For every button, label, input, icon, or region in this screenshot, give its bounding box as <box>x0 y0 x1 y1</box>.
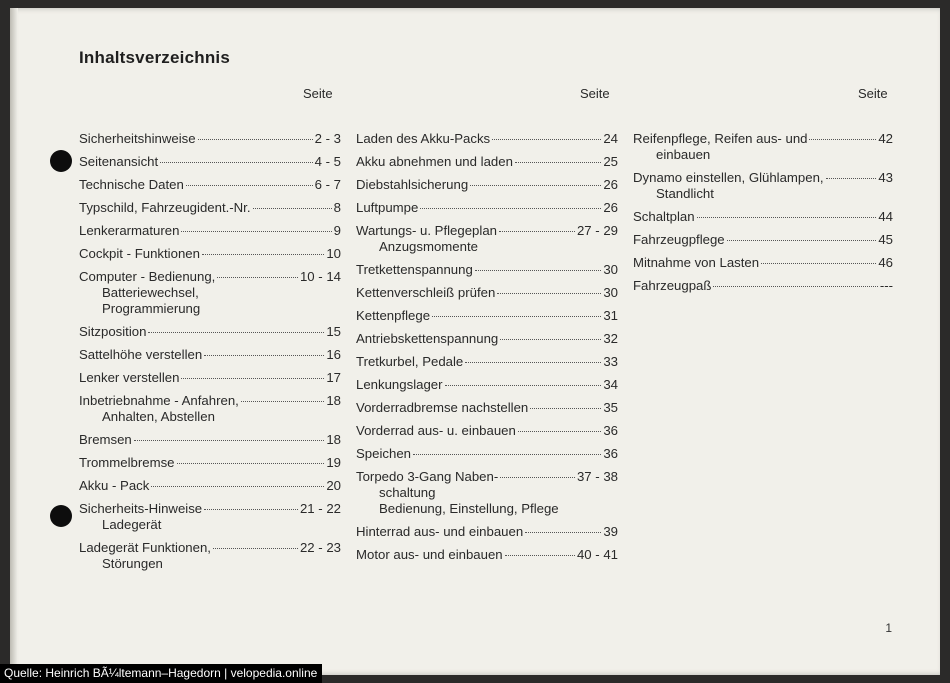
toc-entry <box>79 431 341 448</box>
toc-entry-page: 44 <box>878 209 893 224</box>
toc-entry-title: Typschild, Fahrzeugident.-Nr. <box>79 200 251 215</box>
toc-entry-line <box>79 153 341 170</box>
toc-entry-title: Tretkurbel, Pedale <box>356 354 464 369</box>
toc-entry <box>356 523 618 540</box>
toc-entry-line <box>633 130 893 147</box>
toc-entry-subline: Störungen <box>102 556 163 571</box>
toc-entry-subline: Programmierung <box>102 301 201 316</box>
toc-entry-title: Inbetriebnahme - Anfahren, <box>79 393 239 408</box>
toc-entry <box>79 454 341 471</box>
toc-entry-page: 27 - 29 <box>576 223 618 238</box>
toc-entry-title: Fahrzeugpflege <box>633 232 725 247</box>
toc-entry-line <box>79 346 341 363</box>
dot-leader <box>492 139 601 140</box>
dot-leader <box>202 254 324 255</box>
toc-entry-page: 35 <box>603 400 618 415</box>
toc-entry <box>79 500 341 533</box>
page-spine <box>10 8 18 675</box>
toc-entry-page: 33 <box>603 354 618 369</box>
toc-entry-line <box>79 323 341 340</box>
toc-entry-page: 36 <box>603 423 618 438</box>
toc-entry <box>633 208 893 225</box>
toc-entry-page: 2 - 3 <box>314 131 341 146</box>
toc-entry <box>79 199 341 216</box>
toc-entry-page: 6 - 7 <box>314 177 341 192</box>
dot-leader <box>213 548 298 549</box>
dot-leader <box>151 486 324 487</box>
dot-leader <box>470 185 601 186</box>
toc-entry <box>79 539 341 572</box>
dot-leader <box>186 185 313 186</box>
dot-leader <box>181 378 324 379</box>
toc-entry-title: Sitzposition <box>79 324 147 339</box>
toc-entry-title: Sicherheitshinweise <box>79 131 196 146</box>
toc-entry-line <box>79 431 341 448</box>
toc-entry-title: Sicherheits-Hinweise <box>79 501 203 516</box>
toc-entry <box>356 153 618 170</box>
toc-entry-title: Seitenansicht <box>79 154 159 169</box>
toc-entry <box>356 468 618 517</box>
toc-entry-page: 30 <box>603 262 618 277</box>
toc-entry-page: 30 <box>603 285 618 300</box>
toc-entry-title: Motor aus- und einbauen <box>356 547 503 562</box>
toc-entry <box>79 392 341 425</box>
toc-entry-line <box>79 500 341 517</box>
toc-entry-page: 42 <box>878 131 893 146</box>
seite-label-col2: Seite <box>580 86 610 101</box>
dot-leader <box>413 454 601 455</box>
toc-entry-page: 39 <box>603 524 618 539</box>
dot-leader <box>518 431 602 432</box>
toc-entry-page: 45 <box>878 232 893 247</box>
toc-entry-title: Hinterrad aus- und einbauen <box>356 524 524 539</box>
seite-label-col3: Seite <box>858 86 888 101</box>
toc-entry-page: 36 <box>603 446 618 461</box>
toc-entry-page: 31 <box>603 308 618 323</box>
toc-entry <box>356 399 618 416</box>
toc-entry <box>356 222 618 255</box>
toc-entry-line <box>356 468 618 485</box>
toc-entry-line <box>356 153 618 170</box>
dot-leader <box>217 277 298 278</box>
toc-entry-title: Speichen <box>356 446 411 461</box>
toc-entry <box>79 245 341 262</box>
toc-entry-line <box>356 330 618 347</box>
toc-entry <box>79 222 341 239</box>
toc-entry-line <box>356 422 618 439</box>
toc-entry-line <box>633 169 893 186</box>
toc-entry-title: Vorderrad aus- u. einbauen <box>356 423 516 438</box>
toc-entry-line <box>356 353 618 370</box>
toc-entry-page: 8 <box>333 200 341 215</box>
dot-leader <box>525 532 601 533</box>
dot-leader <box>499 231 575 232</box>
toc-entry-title: Vorderradbremse nachstellen <box>356 400 529 415</box>
toc-entry-page: 18 <box>326 393 341 408</box>
toc-entry-subline: Ladegerät <box>102 517 162 532</box>
dot-leader <box>505 555 575 556</box>
toc-entry <box>633 277 893 294</box>
toc-entry-title: Torpedo 3-Gang Naben- <box>356 469 499 484</box>
dot-leader <box>204 509 298 510</box>
toc-entry-line <box>356 445 618 462</box>
dot-leader <box>530 408 601 409</box>
toc-entry <box>356 130 618 147</box>
toc-entry-title: Sattelhöhe verstellen <box>79 347 203 362</box>
toc-entry-subline: einbauen <box>656 147 711 162</box>
toc-entry <box>356 546 618 563</box>
page-number: 1 <box>885 621 892 635</box>
toc-entry <box>79 323 341 340</box>
toc-entry-page: 18 <box>326 432 341 447</box>
toc-entry-page: 37 - 38 <box>576 469 618 484</box>
toc-entry-line <box>356 176 618 193</box>
toc-entry-title: Wartungs- u. Pflegeplan <box>356 223 497 238</box>
dot-leader <box>198 139 313 140</box>
toc-entry-line <box>79 130 341 147</box>
toc-entry-line <box>633 208 893 225</box>
toc-entry-page: 26 <box>603 200 618 215</box>
toc-entry <box>633 169 893 202</box>
toc-entry <box>356 176 618 193</box>
toc-entry <box>356 445 618 462</box>
dot-leader <box>697 217 877 218</box>
toc-entry-page: 19 <box>326 455 341 470</box>
dot-leader <box>500 477 575 478</box>
toc-entry <box>356 307 618 324</box>
toc-entry <box>356 199 618 216</box>
toc-entry-line <box>356 130 618 147</box>
toc-entry-title: Cockpit - Funktionen <box>79 246 200 261</box>
binder-hole-mark-top <box>50 150 72 172</box>
toc-entry <box>79 130 341 147</box>
toc-entry-subline: schaltung <box>379 485 436 500</box>
toc-entry-page: 40 - 41 <box>576 547 618 562</box>
toc-entry <box>633 231 893 248</box>
toc-entry-page: 9 <box>333 223 341 238</box>
toc-entry-page: 20 <box>326 478 341 493</box>
toc-entry-line <box>356 284 618 301</box>
toc-entry-page: 17 <box>326 370 341 385</box>
toc-entry-line <box>356 307 618 324</box>
toc-entry-line <box>79 477 341 494</box>
toc-entry-page: 16 <box>326 347 341 362</box>
toc-entry <box>356 376 618 393</box>
toc-entry-line <box>356 399 618 416</box>
toc-entry-title: Tretkettenspannung <box>356 262 473 277</box>
toc-entry-line <box>356 261 618 278</box>
dot-leader <box>160 162 312 163</box>
seite-label-col1: Seite <box>303 86 333 101</box>
dot-leader <box>515 162 601 163</box>
dot-leader <box>465 362 601 363</box>
toc-entry-page: 43 <box>878 170 893 185</box>
toc-entry-subline: Standlicht <box>656 186 714 201</box>
toc-entry-page: --- <box>879 278 893 293</box>
toc-entry-title: Bremsen <box>79 432 132 447</box>
toc-entry-title: Lenker verstellen <box>79 370 180 385</box>
toc-entry-page: 4 - 5 <box>314 154 341 169</box>
toc-entry <box>356 261 618 278</box>
toc-entry-line <box>79 176 341 193</box>
toc-entry <box>633 254 893 271</box>
dot-leader <box>148 332 324 333</box>
toc-entry-line <box>79 369 341 386</box>
toc-entry-line <box>79 454 341 471</box>
toc-entry-page: 26 <box>603 177 618 192</box>
dot-leader <box>134 440 325 441</box>
toc-entry-page: 10 <box>326 246 341 261</box>
toc-entry-title: Dynamo einstellen, Glühlampen, <box>633 170 824 185</box>
toc-entry <box>79 268 341 317</box>
toc-entry <box>79 346 341 363</box>
toc-entry-line <box>356 222 618 239</box>
toc-entry-line <box>356 376 618 393</box>
dot-leader <box>432 316 601 317</box>
dot-leader <box>475 270 602 271</box>
dot-leader <box>241 401 325 402</box>
dot-leader <box>204 355 324 356</box>
toc-entry-subline: Anhalten, Abstellen <box>102 409 215 424</box>
toc-entry <box>356 330 618 347</box>
dot-leader <box>826 178 877 179</box>
dot-leader <box>497 293 601 294</box>
dot-leader <box>500 339 601 340</box>
toc-entry-page: 24 <box>603 131 618 146</box>
dot-leader <box>253 208 332 209</box>
toc-column-1 <box>79 130 341 578</box>
toc-entry-title: Laden des Akku-Packs <box>356 131 491 146</box>
dot-leader <box>420 208 601 209</box>
dot-leader <box>445 385 602 386</box>
toc-entry-page: 10 - 14 <box>299 269 341 284</box>
toc-entry-page: 22 - 23 <box>299 540 341 555</box>
toc-entry-page: 15 <box>326 324 341 339</box>
dot-leader <box>181 231 331 232</box>
toc-entry-title: Diebstahlsicherung <box>356 177 469 192</box>
toc-entry-title: Akku abnehmen und laden <box>356 154 513 169</box>
toc-entry-page: 25 <box>603 154 618 169</box>
toc-entry <box>79 477 341 494</box>
page-title: Inhaltsverzeichnis <box>79 48 230 67</box>
dot-leader <box>177 463 325 464</box>
toc-entry-line <box>79 268 341 285</box>
toc-entry-line <box>79 245 341 262</box>
toc-entry-line <box>356 199 618 216</box>
toc-entry-title: Antriebskettenspannung <box>356 331 499 346</box>
toc-entry-line <box>356 523 618 540</box>
toc-entry <box>633 130 893 163</box>
toc-entry-page: 46 <box>878 255 893 270</box>
toc-entry <box>356 353 618 370</box>
toc-entry-title: Schaltplan <box>633 209 695 224</box>
dot-leader <box>761 263 876 264</box>
toc-entry-line <box>79 222 341 239</box>
toc-entry-title: Computer - Bedienung, <box>79 269 216 284</box>
toc-entry-page: 34 <box>603 377 618 392</box>
toc-entry-title: Reifenpflege, Reifen aus- und <box>633 131 808 146</box>
toc-entry-line <box>79 392 341 409</box>
toc-entry-title: Kettenpflege <box>356 308 431 323</box>
toc-entry <box>79 153 341 170</box>
toc-entry-title: Ladegerät Funktionen, <box>79 540 211 555</box>
toc-entry-line <box>633 277 893 294</box>
source-credit: Quelle: Heinrich BÃ¼ltemann–Hagedorn | velopedia.online <box>0 664 322 683</box>
dot-leader <box>727 240 877 241</box>
toc-entry-subline: Bedienung, Einstellung, Pflege <box>379 501 559 516</box>
toc-entry-title: Mitnahme von Lasten <box>633 255 760 270</box>
toc-entry-title: Akku - Pack <box>79 478 150 493</box>
dot-leader <box>809 139 876 140</box>
toc-entry-line <box>79 199 341 216</box>
toc-entry-subline: Anzugsmomente <box>379 239 478 254</box>
toc-entry-line <box>633 254 893 271</box>
toc-entry <box>356 284 618 301</box>
toc-entry-line <box>356 546 618 563</box>
toc-entry-title: Lenkerarmaturen <box>79 223 180 238</box>
toc-entry-title: Fahrzeugpaß <box>633 278 712 293</box>
toc-entry-title: Kettenverschleiß prüfen <box>356 285 496 300</box>
binder-hole-mark-bottom <box>50 505 72 527</box>
toc-entry-page: 21 - 22 <box>299 501 341 516</box>
toc-entry-line <box>79 539 341 556</box>
toc-entry-subline: Batteriewechsel, <box>102 285 199 300</box>
toc-entry-title: Trommelbremse <box>79 455 175 470</box>
dot-leader <box>713 286 877 287</box>
toc-entry-line <box>633 231 893 248</box>
toc-column-3 <box>633 130 893 300</box>
toc-entry <box>356 422 618 439</box>
toc-entry-title: Lenkungslager <box>356 377 443 392</box>
toc-entry-title: Technische Daten <box>79 177 184 192</box>
toc-entry <box>79 176 341 193</box>
toc-entry-title: Luftpumpe <box>356 200 419 215</box>
toc-column-2 <box>356 130 618 569</box>
toc-entry <box>79 369 341 386</box>
toc-entry-page: 32 <box>603 331 618 346</box>
